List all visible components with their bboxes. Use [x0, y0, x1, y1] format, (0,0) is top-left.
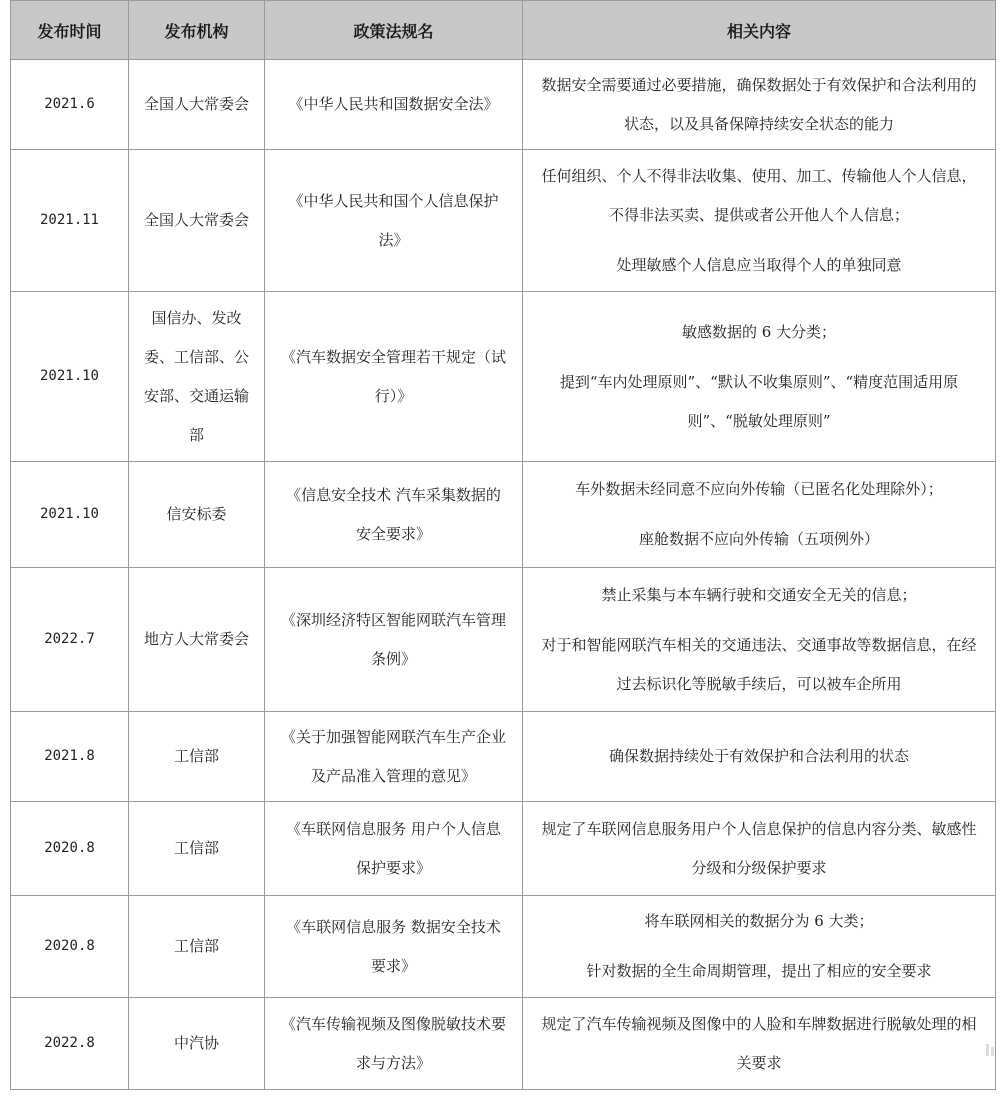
cell-law [265, 150, 523, 292]
content-paragraph: 规定了车联网信息服务用户个人信息保护的信息内容分类、敏感性分级和分级保护要求 [541, 819, 977, 877]
cell-date: 2021.6 [11, 60, 129, 150]
content-paragraph: 针对数据的全生命周期管理，提出了相应的安全要求 [586, 962, 932, 980]
cell-date: 2022.7 [11, 568, 129, 712]
cell-date: 2022.8 [11, 998, 129, 1090]
table-row [11, 712, 996, 802]
cell-content [523, 802, 996, 896]
cell-org [129, 462, 265, 568]
cell-org [129, 712, 265, 802]
cell-date: 2021.10 [11, 292, 129, 462]
table-row [11, 896, 996, 998]
cell-date: 2021.11 [11, 150, 129, 292]
cell-law [265, 462, 523, 568]
table-row [11, 292, 996, 462]
table-row [11, 998, 996, 1090]
law-title: 《汽车数据安全管理若干规定（试行）》 [280, 347, 506, 405]
cell-date: 2020.8 [11, 802, 129, 896]
cell-content [523, 462, 996, 568]
org-text: 国信办、发改委、工信部、公安部、交通运输部 [143, 308, 249, 444]
cell-content [523, 60, 996, 150]
table-row [11, 802, 996, 896]
table-row [11, 462, 996, 568]
cell-org [129, 896, 265, 998]
law-title: 《中华人民共和国个人信息保护法》 [288, 191, 499, 249]
header-org: 发布机构 [129, 1, 265, 60]
org-text: 地方人大常委会 [143, 630, 249, 648]
law-title: 《车联网信息服务 用户个人信息保护要求》 [286, 819, 501, 877]
content-paragraph: 座舱数据不应向外传输（五项例外） [638, 530, 879, 548]
cell-content [523, 150, 996, 292]
content-paragraph: 提到“车内处理原则”、“默认不收集原则”、“精度范围适用原则”、“脱敏处理原则” [559, 372, 959, 430]
content-paragraph: 禁止采集与本车辆行驶和交通安全无关的信息； [601, 585, 917, 604]
cell-content [523, 712, 996, 802]
org-text: 全国人大常委会 [143, 95, 249, 113]
law-title: 《信息安全技术 汽车采集数据的安全要求》 [286, 485, 501, 543]
cell-law [265, 712, 523, 802]
content-paragraph: 车外数据未经同意不应向外传输（已匿名化处理除外）； [575, 480, 943, 498]
content-paragraph: 数据安全需要通过必要措施，确保数据处于有效保护和合法利用的状态，以及具备保障持续安全状态的能力 [541, 75, 977, 133]
org-text: 信安标委 [166, 505, 227, 523]
org-text: 中汽协 [173, 1034, 219, 1052]
table-row [11, 568, 996, 712]
cell-law [265, 568, 523, 712]
content-paragraph: 规定了汽车传输视频及图像中的人脸和车牌数据进行脱敏处理的相关要求 [541, 1014, 977, 1072]
cell-org [129, 568, 265, 712]
cell-law [265, 896, 523, 998]
law-title: 《车联网信息服务 数据安全技术要求》 [286, 917, 501, 975]
cell-org [129, 998, 265, 1090]
cell-org [129, 150, 265, 292]
org-text: 全国人大常委会 [143, 211, 249, 229]
header-date: 发布时间 [11, 1, 129, 60]
cell-law [265, 292, 523, 462]
law-title: 《汽车传输视频及图像脱敏技术要求与方法》 [280, 1014, 506, 1072]
cell-law [265, 60, 523, 150]
corner-mark-icon [984, 1043, 996, 1057]
content-paragraph: 任何组织、个人不得非法收集、使用、加工、传输他人个人信息，不得非法买卖、提供或者公开他人个人信息； [541, 166, 977, 224]
content-paragraph: 对于和智能网联汽车相关的交通违法、交通事故等数据信息，在经过去标识化等脱敏手续后，可以被车企所用 [541, 635, 977, 693]
cell-content [523, 896, 996, 998]
cell-date: 2021.10 [11, 462, 129, 568]
cell-content [523, 292, 996, 462]
law-title: 《中华人民共和国数据安全法》 [288, 95, 499, 113]
content-paragraph: 处理敏感个人信息应当取得个人的单独同意 [616, 255, 902, 274]
content-paragraph: 确保数据持续处于有效保护和合法利用的状态 [608, 747, 909, 765]
header-content: 相关内容 [523, 1, 996, 60]
table-body [11, 60, 996, 1090]
cell-law [265, 802, 523, 896]
cell-content [523, 568, 996, 712]
cell-date: 2021.8 [11, 712, 129, 802]
cell-date: 2020.8 [11, 896, 129, 998]
cell-content [523, 998, 996, 1090]
table-row [11, 150, 996, 292]
cell-org [129, 60, 265, 150]
table-row [11, 60, 996, 150]
header-row [11, 1, 996, 60]
cell-law [265, 998, 523, 1090]
org-text: 工信部 [173, 747, 219, 765]
content-paragraph: 敏感数据的 6 大分类； [681, 322, 837, 341]
content-paragraph: 将车联网相关的数据分为 6 大类； [644, 912, 874, 930]
org-text: 工信部 [173, 937, 219, 955]
policy-table [10, 0, 996, 1090]
law-title: 《深圳经济特区智能网联汽车管理条例》 [280, 610, 506, 668]
law-title: 《关于加强智能网联汽车生产企业及产品准入管理的意见》 [280, 727, 506, 785]
org-text: 工信部 [173, 839, 219, 857]
header-law: 政策法规名 [265, 1, 523, 60]
cell-org [129, 802, 265, 896]
cell-org [129, 292, 265, 462]
